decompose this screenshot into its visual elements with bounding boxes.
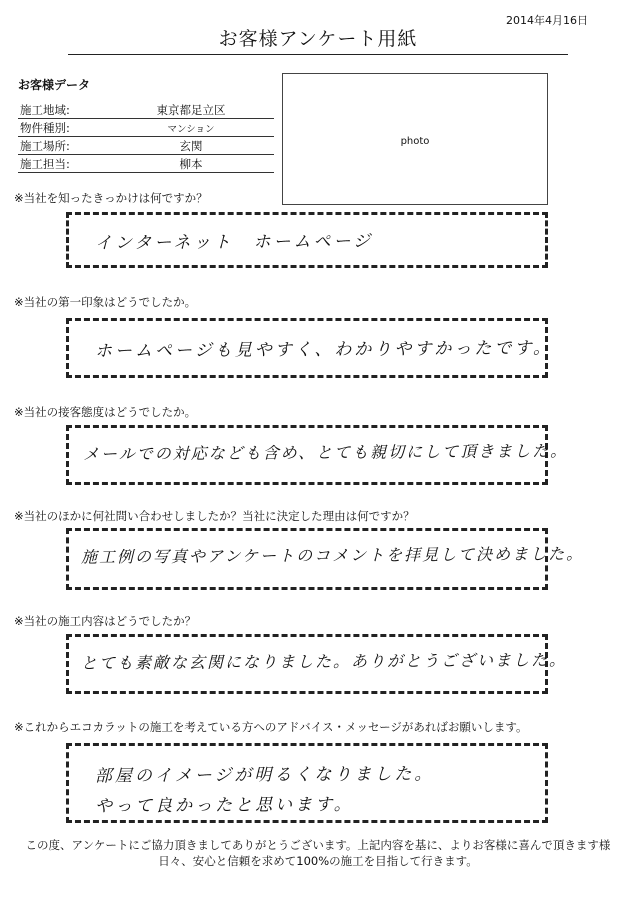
closing-line-2: 日々、安心と信頼を求めて100%の施工を目指して行きます。	[158, 854, 478, 868]
field-value: マンション	[108, 119, 274, 137]
question-4: ※当社のほかに何社問い合わせしましたか？当社に決定した理由は何ですか？	[14, 509, 415, 523]
customer-data-table	[18, 101, 274, 173]
answer-box-5	[66, 634, 568, 694]
field-label: 物件種別:	[18, 119, 108, 137]
answer-box-3	[66, 425, 569, 485]
question-1: ※当社を知ったきっかけは何ですか？	[14, 191, 208, 205]
question-6: ※これからエコカラットの施工を考えている方へのアドバイス・メッセージがあればお願いします。	[14, 720, 528, 734]
closing-message	[20, 837, 616, 869]
answer-4-text: 施工例の写真やアンケートのコメントを拝見して決めました。	[80, 544, 585, 567]
photo-label: photo	[400, 136, 430, 147]
question-2: ※当社の第一印象はどうでしたか。	[14, 295, 197, 309]
answer-box-4	[66, 528, 585, 590]
table-row	[18, 137, 274, 155]
page-title: お客様アンケート用紙	[68, 24, 568, 55]
photo-placeholder	[282, 73, 548, 205]
question-5: ※当社の施工内容はどうでしたか？	[14, 614, 197, 628]
field-value: 柳本	[108, 155, 274, 173]
answer-1-text: インターネット ホームページ	[94, 231, 374, 254]
field-label: 施工地域:	[18, 101, 108, 119]
answer-6-line-1: 部屋のイメージが明るくなりました。	[94, 764, 435, 787]
field-label: 施工場所:	[18, 137, 108, 155]
answer-box-1	[66, 212, 548, 268]
field-value: 玄関	[108, 137, 274, 155]
answer-3-text: メールでの対応なども含め、とても親切にして頂きました。	[82, 441, 569, 464]
table-row	[18, 155, 274, 173]
answer-6-line-2: やって良かったと思います。	[95, 794, 354, 817]
closing-line-1: この度、アンケートにご協力頂きましてありがとうございます。上記内容を基に、よりお客様に喜んで頂きます様	[25, 838, 611, 852]
field-value: 東京都足立区	[108, 101, 274, 119]
question-3: ※当社の接客態度はどうでしたか。	[14, 405, 197, 419]
survey-date: 2014年4月16日	[506, 14, 588, 27]
answer-6-text	[95, 758, 537, 821]
customer-data-heading: お客様データ	[18, 78, 91, 92]
answer-box-6	[66, 743, 548, 823]
answer-5-text: とても素敵な玄関になりました。ありがとうございました。	[80, 650, 568, 673]
table-row	[18, 101, 274, 119]
table-row	[18, 119, 274, 137]
field-label: 施工担当:	[18, 155, 108, 173]
answer-2-text: ホームページも見やすく、わかりやすかったです。	[94, 338, 554, 362]
answer-box-2	[66, 318, 554, 378]
